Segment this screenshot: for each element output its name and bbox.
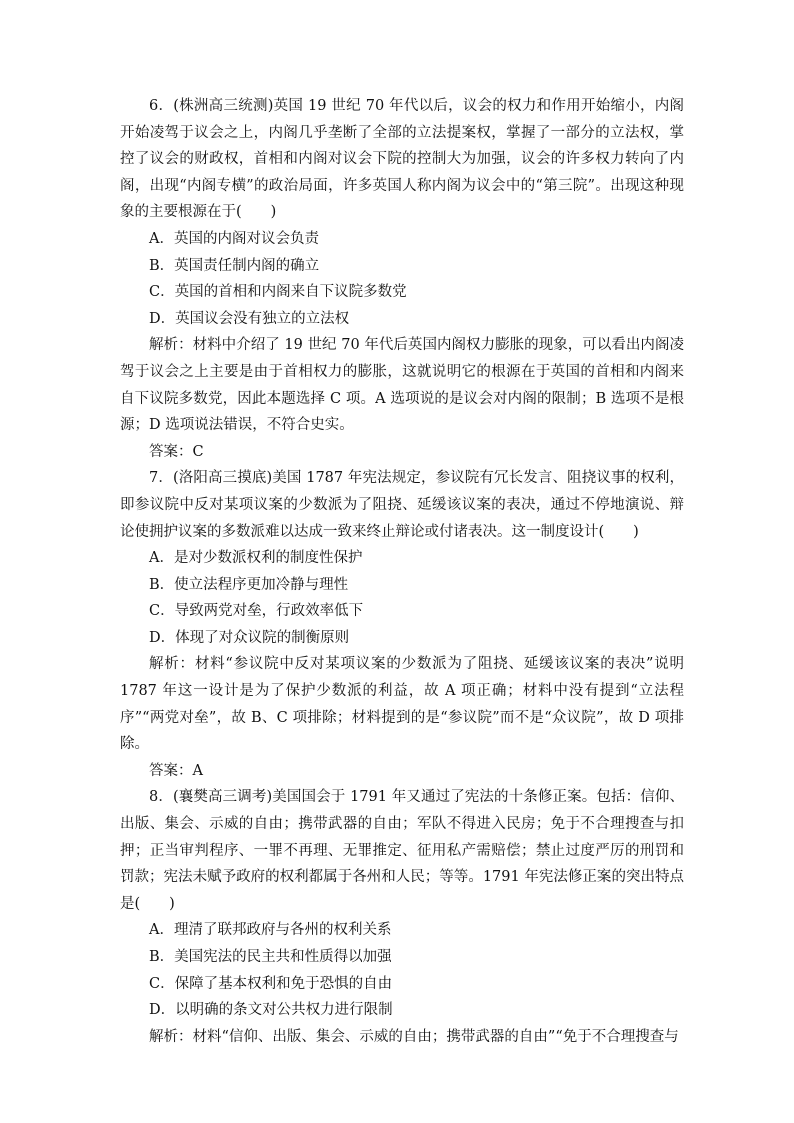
option-b: B．英国责任制内阁的确立: [149, 257, 320, 274]
question-stem: 6．(株洲高三统测)英国 19 世纪 70 年代以后，议会的权力和作用开始缩小，内阁开始凌驾于议会之上，内阁几乎垄断了全部的立法提案权，掌握了一部分的立法权，掌控了议会的财政权，首相和内阁对议会下院的控制大为加强，议会的许多权力转向了内阁，出现“内阁专横”的政治局面，许多英国人称内阁为议会中的“第三院”。出现这种现象的主要根源在于( ): [120, 98, 684, 221]
answer-text: 答案：C: [149, 443, 204, 460]
question-6: [120, 93, 684, 465]
option-d: D．以明确的条文对公共权力进行限制: [149, 1002, 393, 1019]
option-c: C．保障了基本权利和免于恐惧的自由: [149, 975, 393, 992]
option-d: D．体现了对众议院的制衡原则: [149, 629, 350, 646]
question-7: [120, 465, 684, 784]
option-a: A．是对少数派权利的制度性保护: [149, 550, 363, 567]
option-d: D．英国议会没有独立的立法权: [149, 310, 350, 327]
question-8: [120, 784, 684, 1050]
option-b: B．使立法程序更加冷静与理性: [149, 576, 349, 593]
question-stem: 7．(洛阳高三摸底)美国 1787 年宪法规定，参议院有冗长发言、阻挠议事的权利，即参议院中反对某项议案的少数派为了阻挠、延缓该议案的表决，通过不停地演说、辩论使拥护议案的多数派难以达成一致来终止辩论或付诸表决。这一制度设计( ): [120, 470, 684, 540]
question-stem: 8．(襄樊高三调考)美国国会于 1791 年又通过了宪法的十条修正案。包括：信仰、出版、集会、示威的自由；携带武器的自由；军队不得进入民房；免于不合理搜查与扣押；正当审判程序、一罪不再理、无罪推定、征用私产需赔偿；禁止过度严厉的刑罚和罚款；宪法未赋予政府的权利都属于各州和人民；等等。1791 年宪法修正案的突出特点是( ): [120, 789, 684, 912]
option-b: B．美国宪法的民主共和性质得以加强: [149, 949, 392, 965]
answer-text: 答案：A: [149, 762, 203, 779]
option-c: C．英国的首相和内阁来自下议院多数党: [149, 284, 407, 301]
analysis-text: 解析：材料“信仰、出版、集会、示威的自由；携带武器的自由”“免于不合理搜查与: [149, 1028, 679, 1045]
analysis-text: 解析：材料中介绍了 19 世纪 70 年代后英国内阁权力膨胀的现象，可以看出内阁凌驾于议会之上主要是由于首相权力的膨胀，这就说明它的根源在于英国的首相和内阁来自下议院多数党，因此本题选择 C 项。A 选项说的是议会对内阁的限制；B 选项不是根源；D 选项说法错误，不符合史实。: [120, 337, 684, 434]
option-c: C．导致两党对垒，行政效率低下: [149, 603, 364, 620]
option-a: A．理清了联邦政府与各州的权利关系: [149, 922, 392, 939]
analysis-text: 解析：材料“参议院中反对某项议案的少数派为了阻挠、延缓该议案的表决”说明 1787 年这一设计是为了保护少数派的利益，故 A 项正确；材料中没有提到“立法程序”“两党对垒”，故 B、C 项排除；材料提到的是“参议院”而不是“众议院”，故 D 项排除。: [120, 656, 684, 753]
option-a: A．英国的内阁对议会负责: [149, 230, 319, 247]
